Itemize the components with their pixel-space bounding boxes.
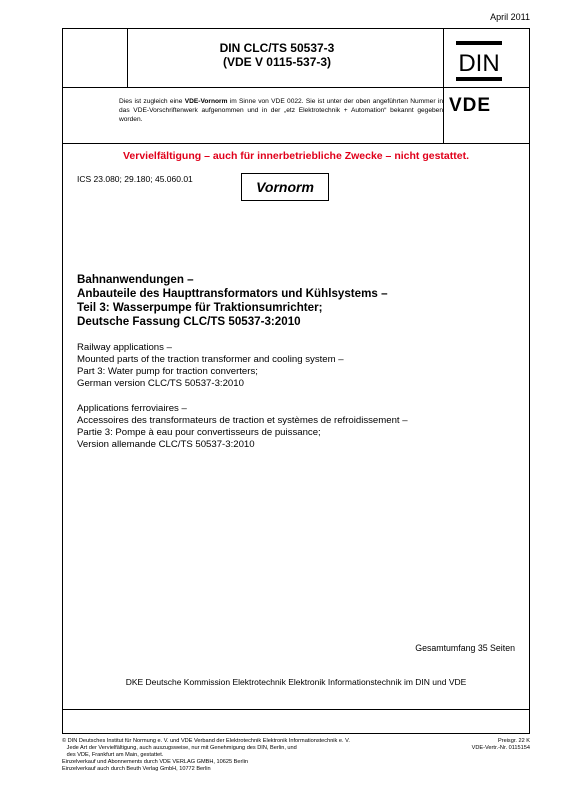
din-logo-text: DIN (458, 50, 500, 77)
din-logo (454, 39, 504, 83)
title-french (77, 403, 517, 451)
document-type-badge: Vornorm (241, 173, 329, 201)
title-german-line: Bahnanwendungen – (77, 273, 194, 286)
title-french-line: Accessoires des transformateurs de traction et systèmes de refroidissement – (77, 415, 408, 426)
title-french-line: Applications ferroviaires – (77, 403, 187, 414)
title-french-line: Partie 3: Pompe à eau pour convertisseurs de puissance; (77, 427, 321, 438)
vde-notice-pre: Dies ist zugleich eine (119, 98, 185, 105)
footer-line: Einzelverkauf auch durch Beuth Verlag GmbH, 10772 Berlin (62, 766, 211, 772)
footer-line: Einzelverkauf und Abonnements durch VDE VERLAG GMBH, 10625 Berlin (62, 759, 248, 765)
price-group: Preisgr. 22 K (497, 738, 530, 744)
vde-notice (119, 97, 443, 124)
standard-number (127, 41, 427, 69)
vde-notice-bold: VDE-Vornorm (184, 98, 228, 105)
title-german (77, 273, 517, 329)
title-english-line: German version CLC/TS 50537-3:2010 (77, 378, 244, 389)
title-english-line: Railway applications – (77, 342, 172, 353)
copyright-footer (62, 738, 402, 773)
standard-din-number: DIN CLC/TS 50537-3 (219, 41, 335, 55)
title-english-line: Part 3: Water pump for traction converters; (77, 366, 258, 377)
title-german-line: Deutsche Fassung CLC/TS 50537-3:2010 (77, 315, 301, 328)
footer-line: des VDE, Frankfurt am Main, gestattet. (62, 752, 164, 758)
footer-line: Jede Art der Vervielfältigung, auch auszugsweise, nur mit Genehmigung des DIN, Berlin, und (62, 745, 297, 751)
vde-notice-post: im Sinne von VDE 0022. Sie ist unter der oben angeführten Nummer in das VDE-Vorschriftenwerk aufgenommen und in der „etz Elektrotechnik + Automation“ bekannt gegeben worden. (119, 98, 443, 123)
cover-frame (62, 28, 530, 734)
title-german-line: Teil 3: Wasserpumpe für Traktionsumrichter; (77, 301, 323, 314)
dke-committee: DKE Deutsche Kommission Elektrotechnik Elektronik Informationstechnik im DIN und VDE (125, 677, 467, 687)
page-count: Gesamtumfang 35 Seiten (415, 643, 515, 653)
ics-codes: ICS 23.080; 29.180; 45.060.01 (77, 174, 193, 184)
vde-order-number: VDE-Vertr.-Nr. 0115154 (471, 745, 530, 751)
title-english (77, 342, 517, 390)
title-english-line: Mounted parts of the traction transformer and cooling system – (77, 354, 344, 365)
copy-warning: Vervielfältigung – auch für innerbetriebliche Zwecke – nicht gestattet. (122, 150, 469, 162)
footer-line: © DIN Deutsches Institut für Normung e. V. und VDE Verband der Elektrotechnik Elektronik Informationstechnik e. V. (62, 738, 350, 744)
standard-vde-number: (VDE V 0115-537-3) (222, 55, 332, 69)
footer-divider (63, 709, 529, 710)
document-date: April 2011 (490, 12, 530, 22)
header-divider-vertical-right (443, 29, 444, 143)
vde-logo: VDE (449, 95, 492, 116)
notice-divider (63, 143, 529, 144)
price-footer (472, 738, 530, 752)
header-divider-horizontal (63, 87, 529, 88)
title-german-line: Anbauteile des Haupttransformators und Kühlsystems – (77, 287, 388, 300)
title-french-line: Version allemande CLC/TS 50537-3:2010 (77, 439, 255, 450)
